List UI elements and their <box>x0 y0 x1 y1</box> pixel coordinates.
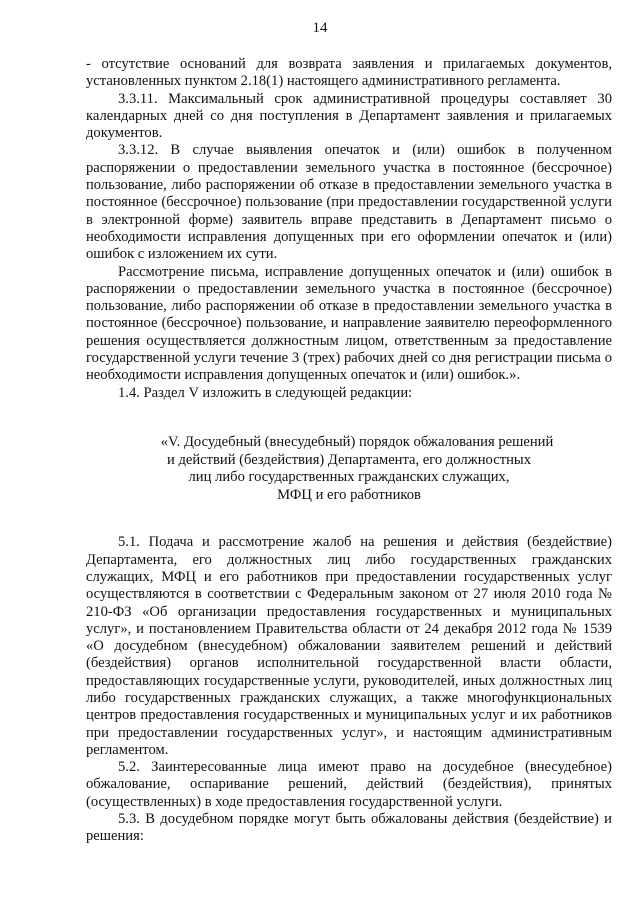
paragraph-5-2: 5.2. Заинтересованные лица имеют право на досудебное (внесудебное) обжалование, оспаривание решений, действий (бездействия), принятых (осуществленных) в ходе предоставления государственной услуги. <box>86 759 612 810</box>
paragraph-5-3: 5.3. В досудебном порядке могут быть обжалованы действия (бездействие) и решения: <box>86 811 612 845</box>
paragraph-5-1: 5.1. Подача и рассмотрение жалоб на решения и действия (бездействие) Департамента, его должностных лиц либо государственных гражданских служащих, МФЦ и его работников при предоставлении государственных услуг осуществляются в соответствии с Федеральным законом от 27 июля 2010 года № 210-ФЗ «Об организации предоставления государственных и муниципальных услуг», и постановлением Правительства области от 24 декабря 2012 года № 1539 «О досудебном (внесудебном) обжаловании заявителем решений и действий (бездействия) органов исполнительной государственной власти области, предоставляющих государственные услуги, руководителей, иных должностных лиц либо государственных гражданских служащих, а также многофункциональных центров предоставления государственных и муниципальных услуг и их работников при предоставлении государственных услуг», и настоящим административным регламентом. <box>86 534 612 758</box>
paragraph-letter-review: Рассмотрение письма, исправление допущенных опечаток и (или) ошибок в распоряжении о предоставлении земельного участка в постоянное (бессрочное) пользование, либо распоряжении об отказе в предоставлении земельного участка в постоянное (бессрочное) пользование, и направление заявителю переоформленного решения осуществляется должностным лицом, ответственным за предоставление государственной услуги течение 3 (трех) рабочих дней со дня регистрации письма о необходимости исправления допущенных опечаток и (или) ошибок.». <box>86 263 612 384</box>
document-body <box>86 56 612 846</box>
page-number: 14 <box>312 20 328 36</box>
section-v-heading <box>86 434 612 504</box>
paragraph-3-3-11: 3.3.11. Максимальный срок административной процедуры составляет 30 календарных дней со дня поступления в Департамент заявления и прилагаемых документов. <box>86 90 612 142</box>
paragraph-1-4: 1.4. Раздел V изложить в следующей редакции: <box>118 384 413 401</box>
paragraph-refusal-grounds: - отсутствие оснований для возврата заявления и прилагаемых документов, установленных пунктом 2.18(1) настоящего административного регламента. <box>86 56 612 90</box>
heading-line: МФЦ и его работников <box>277 486 421 503</box>
paragraph-3-3-12: 3.3.12. В случае выявления опечаток и (или) ошибок в полученном распоряжении о предоставлении земельного участка в постоянное (бессрочное) пользование, либо распоряжении об отказе в предоставлении земельного участка в постоянное (бессрочное) пользование (при предоставлении государственной услуги в электронной форме) заявитель вправе представить в Департамент письмо о необходимости исправления допущенных при его оформлении опечаток и (или) ошибок с изложением их сути. <box>86 142 612 263</box>
heading-line: и действий (бездействия) Департамента, его должностных <box>167 451 531 468</box>
heading-line: «V. Досудебный (внесудебный) порядок обжалования решений <box>160 433 554 450</box>
heading-line: лиц либо государственных гражданских служащих, <box>188 469 510 486</box>
